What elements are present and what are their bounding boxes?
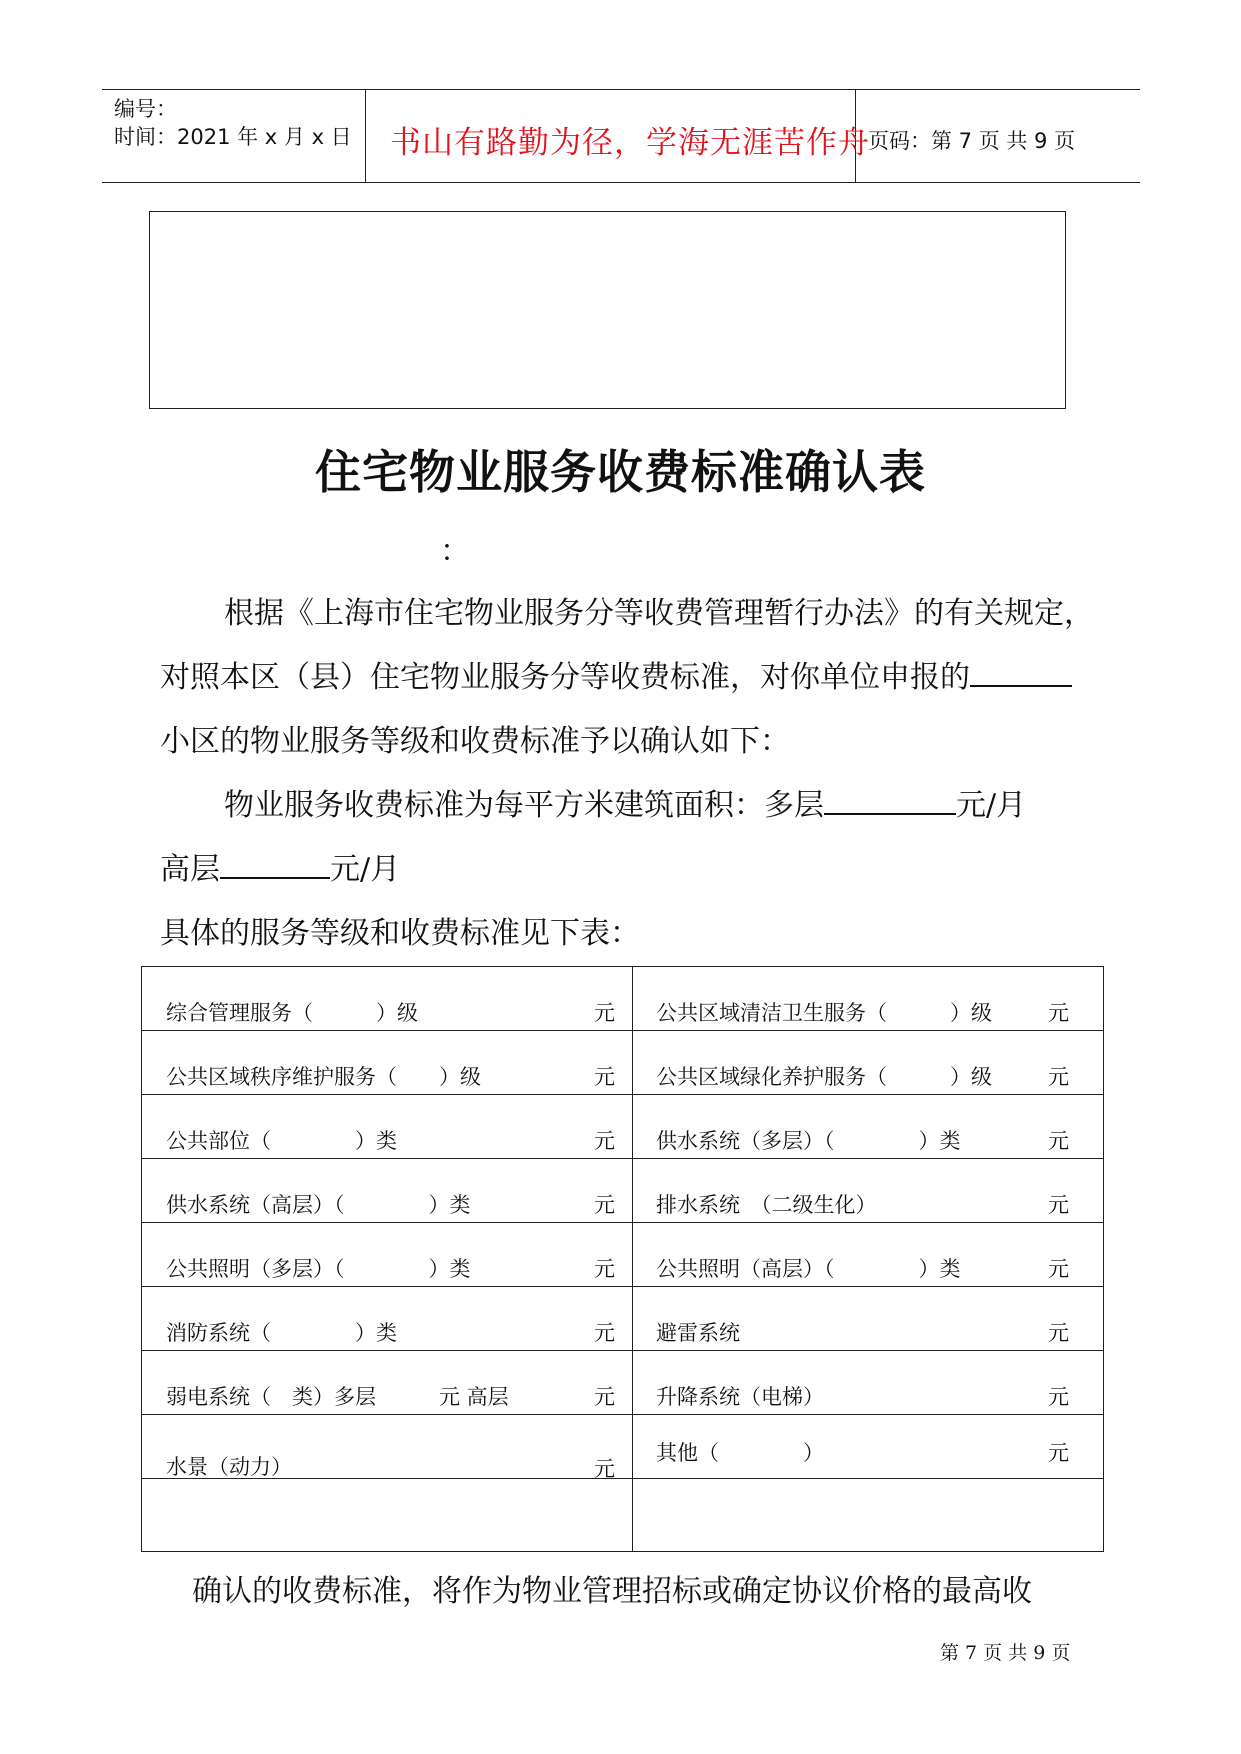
fee-standard-table (141, 966, 1104, 1552)
table-row (142, 967, 1103, 1031)
high-rise-fee-blank (220, 847, 330, 879)
fee-item-left-unit: 元 (594, 1065, 615, 1089)
fee-item-right-unit: 元 (1048, 1257, 1069, 1281)
fee-item-left-label: 水景（动力） (166, 1455, 292, 1479)
fee-item-left-label: 综合管理服务（ ）级 (166, 1001, 418, 1025)
header-bottom-rule (102, 182, 1140, 183)
header-top-rule (102, 89, 1140, 90)
fee-item-right-label: 排水系统 （二级生化） (656, 1193, 877, 1217)
fee-item-right-label: 避雷系统 (656, 1321, 740, 1345)
header-page-info: 页码：第 7 页 共 9 页 (868, 129, 1076, 153)
fee-item-right-unit: 元 (1048, 1065, 1069, 1089)
document-title: 住宅物业服务收费标准确认表 (315, 445, 926, 499)
fee-item-left-unit: 元 (594, 1257, 615, 1281)
table-row-empty (142, 1479, 1103, 1552)
header-divider-left (365, 90, 366, 182)
table-row (142, 1223, 1103, 1287)
multi-storey-fee-unit: 元/月 (956, 788, 1027, 823)
fee-item-left-unit: 元 (594, 1321, 615, 1345)
fee-item-left-label: 公共部位（ ）类 (166, 1129, 397, 1153)
paragraph-1-line-2-text: 对照本区（县）住宅物业服务分等收费标准，对你单位申报的 (160, 660, 970, 695)
closing-paragraph: 确认的收费标准，将作为物业管理招标或确定协议价格的最高收 (192, 1574, 1032, 1609)
high-rise-fee-label: 高层 (160, 852, 220, 887)
fee-item-left-label: 弱电系统（ 类）多层 元 高层 (166, 1385, 509, 1409)
fee-item-right-unit: 元 (1048, 1321, 1069, 1345)
fee-item-right-label: 公共照明（高层）（ ）类 (656, 1257, 961, 1281)
fee-item-right-label: 供水系统（多层）（ ）类 (656, 1129, 961, 1153)
fee-item-right-unit: 元 (1048, 1385, 1069, 1409)
header-time-label: 时间：2021 年 x 月 x 日 (114, 125, 352, 149)
fee-item-left-label: 消防系统（ ）类 (166, 1321, 397, 1345)
paragraph-3: 具体的服务等级和收费标准见下表： (160, 916, 640, 951)
fee-item-left-label: 供水系统（高层）（ ）类 (166, 1193, 471, 1217)
table-row (142, 1031, 1103, 1095)
fee-item-right-label: 公共区域绿化养护服务（ ）级 (656, 1065, 992, 1089)
fee-item-left-label: 公共区域秩序维护服务（ ）级 (166, 1065, 481, 1089)
salutation-colon: ： (440, 534, 470, 569)
fee-item-right-label: 升降系统（电梯） (656, 1385, 824, 1409)
community-name-blank (970, 655, 1072, 687)
fee-item-left-unit: 元 (594, 1129, 615, 1153)
fee-item-left-unit: 元 (594, 1457, 615, 1481)
fee-item-left-label: 公共照明（多层）（ ）类 (166, 1257, 471, 1281)
table-row (142, 1415, 1103, 1479)
paragraph-1-line-1: 根据《上海市住宅物业服务分等收费管理暂行办法》的有关规定， (224, 596, 1094, 631)
header-number-label: 编号： (114, 97, 177, 121)
table-row (142, 1159, 1103, 1223)
fee-item-left-unit: 元 (594, 1193, 615, 1217)
paragraph-1-line-3: 小区的物业服务等级和收费标准予以确认如下： (160, 724, 790, 759)
header-motto: 书山有路勤为径，学海无涯苦作舟 (390, 125, 870, 161)
high-rise-fee-unit: 元/月 (330, 852, 401, 887)
paragraph-2-line-2 (160, 844, 400, 888)
fee-item-left-unit: 元 (594, 1385, 615, 1409)
blank-frame (149, 211, 1066, 409)
fee-item-left-unit: 元 (594, 1001, 615, 1025)
multi-storey-fee-blank (824, 783, 956, 815)
table-row (142, 1095, 1103, 1159)
paragraph-1-line-2 (160, 652, 1072, 696)
fee-item-right-label: 其他（ ） (656, 1441, 824, 1465)
fee-item-right-unit: 元 (1048, 1193, 1069, 1217)
table-row (142, 1287, 1103, 1351)
footer-page-number: 第 7 页 共 9 页 (940, 1642, 1071, 1664)
table-row (142, 1351, 1103, 1415)
fee-item-right-unit: 元 (1048, 1001, 1069, 1025)
paragraph-2-line-1 (224, 780, 1026, 824)
fee-item-right-unit: 元 (1048, 1129, 1069, 1153)
multi-storey-fee-label: 物业服务收费标准为每平方米建筑面积：多层 (224, 788, 824, 823)
fee-item-right-unit: 元 (1048, 1441, 1069, 1465)
fee-item-right-label: 公共区域清洁卫生服务（ ）级 (656, 1001, 992, 1025)
